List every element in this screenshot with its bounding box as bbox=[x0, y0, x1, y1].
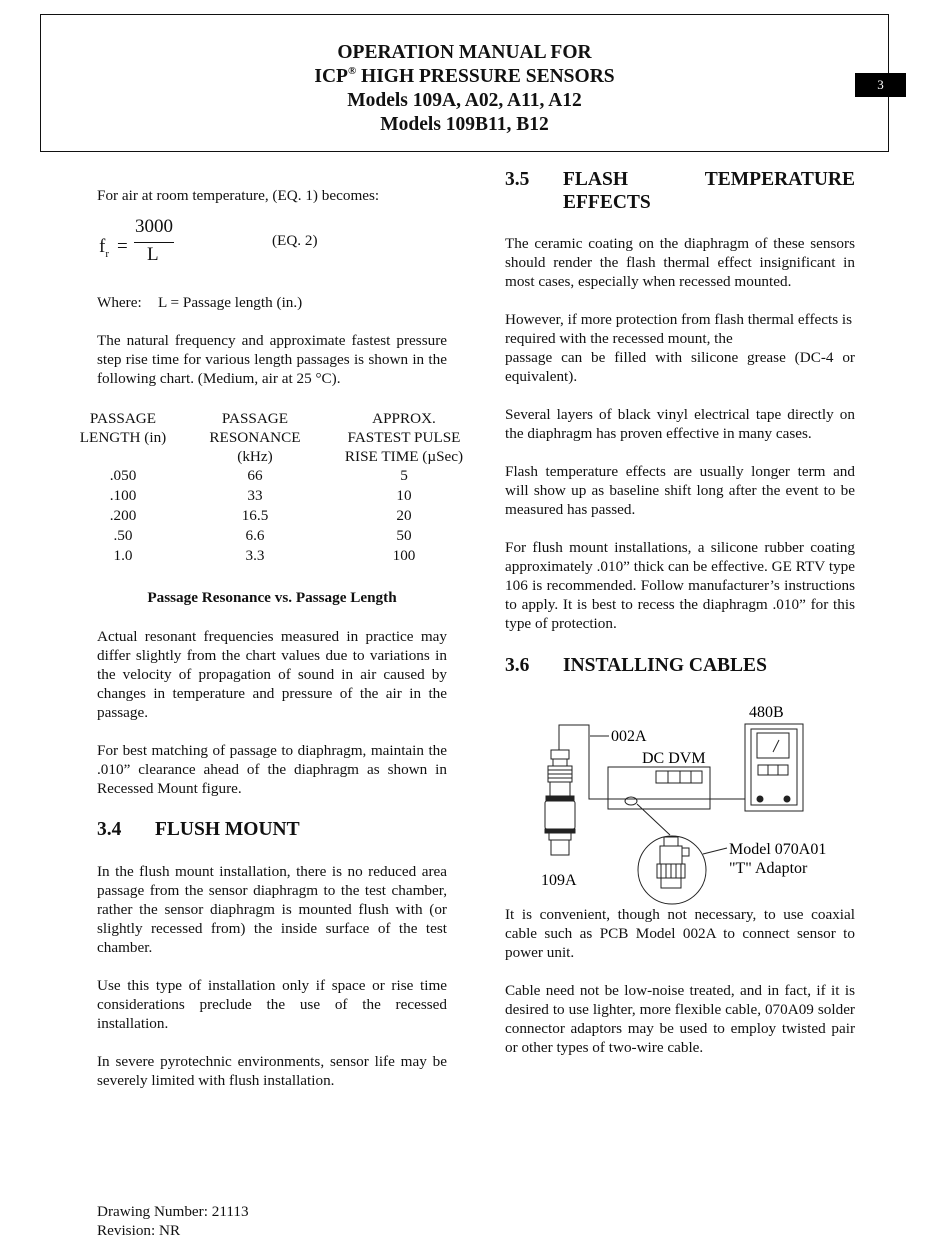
table-cell: 66 bbox=[247, 467, 263, 484]
cable-paragraph: Cable need not be low-noise treated, and in fact, if it is desired to use lighter, more flexible cable, 070A09 solder connector adaptors may be used to employ twisted pair or other types of two-wire cable. bbox=[505, 982, 855, 1056]
table-cell: 50 bbox=[396, 527, 412, 544]
eq-denominator: L bbox=[147, 244, 159, 265]
table-cell: .50 bbox=[113, 527, 133, 544]
eq-f: $f_r$ bbox=[99, 236, 109, 260]
leader-model-070a01 bbox=[703, 848, 727, 854]
right-column bbox=[505, 168, 855, 698]
table-cell: 1.0 bbox=[113, 547, 133, 564]
table-caption: Passage Resonance vs. Passage Length bbox=[147, 589, 397, 606]
header-sensors: HIGH PRESSURE SENSORS bbox=[356, 66, 615, 87]
left-column-lower bbox=[97, 627, 447, 1109]
header-passage-resonance: PASSAGE RESONANCE (kHz) bbox=[209, 410, 301, 465]
where-label: Where: bbox=[97, 294, 142, 311]
table-row bbox=[77, 486, 467, 506]
where-line bbox=[97, 293, 447, 312]
flush-paragraph-1: In the flush mount installation, there is no reduced area passage from the sensor diaphragm to the test chamber, rather the sensor diaphragm is mounted flush with (or slightly recessed from) the inside surface of the test chamber. bbox=[97, 863, 447, 956]
table-row bbox=[77, 526, 467, 546]
registered-mark: ® bbox=[347, 65, 357, 77]
table-cell: 5 bbox=[400, 467, 408, 484]
silicone-rubber-paragraph: For flush mount installations, a silicone rubber coating approximately .010” thick can be effective. GE RTV type 106 is recommended. Follow manufacturer’s instructions to apply. It is best to recess the diaphragm .010” for this type of protection. bbox=[505, 539, 855, 632]
table-cell: 10 bbox=[396, 487, 412, 504]
intro-text: For air at room temperature, (EQ. 1) becomes: bbox=[97, 187, 380, 204]
where-text: L = Passage length (in.) bbox=[158, 294, 303, 311]
longer-term-paragraph: Flash temperature effects are usually longer term and will show up as baseline shift long after the event to be measured has passed. bbox=[505, 463, 855, 518]
table-header-row bbox=[77, 409, 467, 466]
header-rise-time: APPROX. FASTEST PULSE RISE TIME (µSec) bbox=[344, 410, 464, 465]
header-title-line2 bbox=[41, 65, 888, 89]
header-passage-length: PASSAGE LENGTH (in) bbox=[79, 410, 167, 446]
however-line-2: passage can be filled with silicone grease (DC-4 or equivalent). bbox=[505, 349, 855, 385]
table-row bbox=[77, 546, 467, 566]
section-3-4-heading bbox=[97, 818, 447, 841]
section-title: FLUSH MOUNT bbox=[155, 819, 300, 840]
left-column bbox=[97, 186, 447, 407]
label-model-070a01: Model 070A01 bbox=[729, 841, 827, 858]
table-cell: .100 bbox=[109, 487, 137, 504]
table-cell: 3.3 bbox=[245, 547, 265, 564]
eq-fraction-bar bbox=[134, 242, 174, 243]
best-matching-paragraph: For best matching of passage to diaphragm, maintain the .010” clearance ahead of the diaphragm as shown in Recessed Mount figure. bbox=[97, 742, 447, 797]
drawing-number: Drawing Number: 21113 bbox=[97, 1203, 249, 1220]
equation-2 bbox=[97, 216, 447, 275]
section-number: 3.4 bbox=[97, 819, 122, 840]
passage-table bbox=[77, 409, 467, 566]
eq-label: (EQ. 2) bbox=[272, 232, 318, 249]
table-cell: .200 bbox=[109, 507, 137, 524]
label-dc-dvm: DC DVM bbox=[642, 750, 706, 767]
label-002a: 002A bbox=[611, 728, 647, 745]
coaxial-paragraph: It is convenient, though not necessary, to use coaxial cable such as PCB Model 002A to connect sensor to power unit. bbox=[505, 906, 855, 961]
section-number: 3.6 bbox=[505, 655, 530, 676]
section-3-5-heading bbox=[505, 168, 855, 214]
dc-dvm-icon bbox=[608, 767, 710, 809]
eq-subscript: r bbox=[105, 247, 109, 260]
header-title-line1: OPERATION MANUAL FOR bbox=[337, 42, 592, 63]
table-cell: 100 bbox=[392, 547, 416, 564]
header-title-line4: Models 109B11, B12 bbox=[380, 114, 549, 135]
sensor-109a-icon bbox=[545, 750, 575, 855]
section-number: 3.5 bbox=[505, 169, 530, 190]
table-cell: .050 bbox=[109, 467, 137, 484]
eq-numerator: 3000 bbox=[135, 216, 173, 237]
flush-paragraph-3: In severe pyrotechnic environments, sensor life may be severely limited with flush installation. bbox=[97, 1053, 447, 1089]
actual-frequency-paragraph: Actual resonant frequencies measured in practice may differ slightly from the chart values due to variations in the velocity of propagation of sound in air caused by changes in temperature and pressure of the air in the passage. bbox=[97, 628, 447, 721]
power-unit-480b-icon bbox=[745, 724, 803, 811]
flush-paragraph-2: Use this type of installation only if space or rise time considerations preclude the use of the recessed installation. bbox=[97, 977, 447, 1032]
document-footer bbox=[97, 1202, 249, 1240]
however-line-1: However, if more protection from flash thermal effects is required with the recessed mount, the bbox=[505, 311, 853, 347]
chart-intro-paragraph: The natural frequency and approximate fastest pressure step rise time for various length passages is shown in the following chart. (Medium, air at 25 °C). bbox=[97, 332, 447, 387]
table-cell: 6.6 bbox=[245, 527, 265, 544]
however-paragraph bbox=[505, 310, 855, 386]
eq-equals: = bbox=[117, 236, 128, 257]
table-cell: 16.5 bbox=[241, 507, 269, 524]
right-column-lower bbox=[505, 905, 855, 1076]
section-title-word: EFFECTS bbox=[563, 192, 651, 213]
header-title-line3: Models 109A, A02, A11, A12 bbox=[347, 90, 582, 111]
document-header bbox=[40, 14, 889, 152]
vinyl-tape-paragraph: Several layers of black vinyl electrical tape directly on the diaphragm has proven effective in many cases. bbox=[505, 406, 855, 442]
section-title-word: FLASH bbox=[563, 169, 629, 190]
section-3-6-heading bbox=[505, 654, 855, 677]
header-icp: ICP bbox=[314, 66, 348, 87]
section-title: INSTALLING CABLES bbox=[563, 655, 767, 676]
label-109a: 109A bbox=[541, 872, 577, 889]
table-row bbox=[77, 466, 467, 486]
cable-diagram-svg bbox=[505, 700, 855, 905]
table-cell: 33 bbox=[247, 487, 263, 504]
page-number: 3 bbox=[855, 73, 906, 97]
label-t-adaptor: "T" Adaptor bbox=[729, 860, 808, 877]
label-480b: 480B bbox=[749, 704, 784, 721]
ceramic-paragraph: The ceramic coating on the diaphragm of these sensors should render the flash thermal effect insignificant in most cases, especially when recessed mounted. bbox=[505, 235, 855, 290]
table-cell: 20 bbox=[396, 507, 412, 524]
revision: Revision: NR bbox=[97, 1222, 181, 1239]
t-adaptor-icon bbox=[638, 836, 706, 904]
cable-installation-diagram bbox=[505, 700, 855, 905]
table-row bbox=[77, 506, 467, 526]
section-title-word: TEMPERATURE bbox=[704, 169, 855, 190]
